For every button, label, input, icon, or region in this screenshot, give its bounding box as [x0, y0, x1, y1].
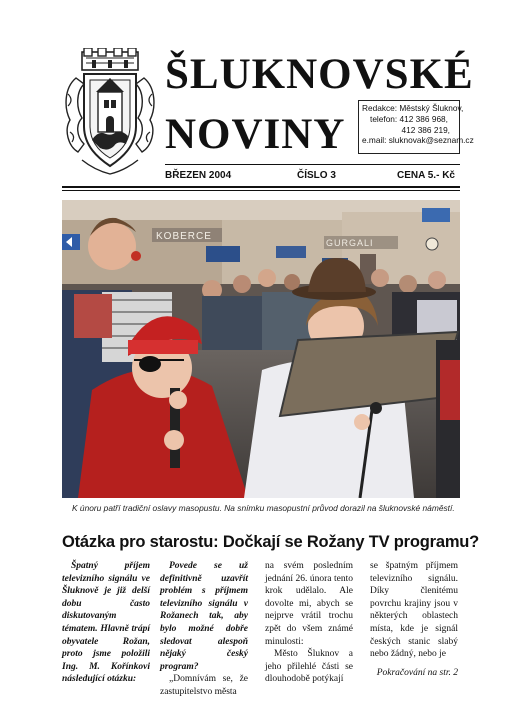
- masthead-rule-thin: [62, 190, 460, 191]
- newspaper-title-line1: ŠLUKNOVSKÉ: [165, 51, 474, 98]
- issue-date: BŘEZEN 2004: [165, 170, 232, 181]
- article-answer-para1: na svém posledním jednání 26. února tento krok udělalo. Ale dovolte mi, abych se nejprve vrátil trochu zpět do všem známé minulosti:: [265, 561, 353, 647]
- shop-sign-koberce: KOBERCE: [156, 231, 212, 242]
- town-crest-icon: [62, 48, 158, 176]
- article-column-4: [370, 560, 458, 679]
- article-question: Povede se už definitivně uzavřít problém s příjmem televizního signálu v Rožanech tak, aby bylo možné dobře sledovat alespoň nějaký český program?: [160, 561, 248, 672]
- article-column-2: [160, 560, 248, 699]
- article-answer-start: „Domnívám se, že zastupitelstvo města: [160, 674, 248, 697]
- article-headline: Otázka pro starostu: Dočkají se Rožany TV programu?: [62, 533, 480, 551]
- article-intro: Špatný příjem televizního signálu ve Šluknově je již delší dobu často diskutovaným tématem. Hlavně trápí obyvatele Rožan, proto jsme položili Ing. M. Kořínkovi následující otázku:: [62, 561, 150, 685]
- photo-caption: K únoru patří tradiční oslavy masopustu. Na snímku masopustní průvod dorazil na šluknovské náměstí.: [72, 503, 455, 513]
- issue-price: CENA 5.- Kč: [397, 170, 455, 181]
- article-answer-para2: Město Šluknov a jeho přilehlé části se dlouhodobě potýkají: [265, 649, 353, 685]
- issue-number: ČÍSLO 3: [297, 170, 336, 181]
- shop-sign-gurgali: GURGALI: [326, 238, 374, 248]
- masthead-rule-thick: [62, 186, 460, 188]
- contact-editorial: Redakce: Městský Šluknov,: [362, 103, 464, 113]
- article-column-1: [62, 560, 150, 686]
- article-answer-para3: se špatným příjmem televizního signálu. Díky členitému povrchu krajiny jsou v některých oblastech místa, kde je signál českých stanic slabý nebo žádný, nebo je: [370, 561, 458, 660]
- contact-phone2: 412 386 219,: [401, 124, 450, 135]
- article-column-3: [265, 560, 353, 686]
- carnival-photo: [62, 200, 460, 498]
- masthead-rule-top: [165, 164, 460, 165]
- newspaper-title-line2: NOVINY: [165, 111, 346, 158]
- continued-link[interactable]: Pokračování na str. 2: [376, 667, 458, 678]
- contact-email: e.mail: sluknovak@seznam.cz: [362, 135, 474, 146]
- contact-box: [358, 100, 474, 154]
- contact-phone: telefon: 412 386 968,: [370, 113, 448, 124]
